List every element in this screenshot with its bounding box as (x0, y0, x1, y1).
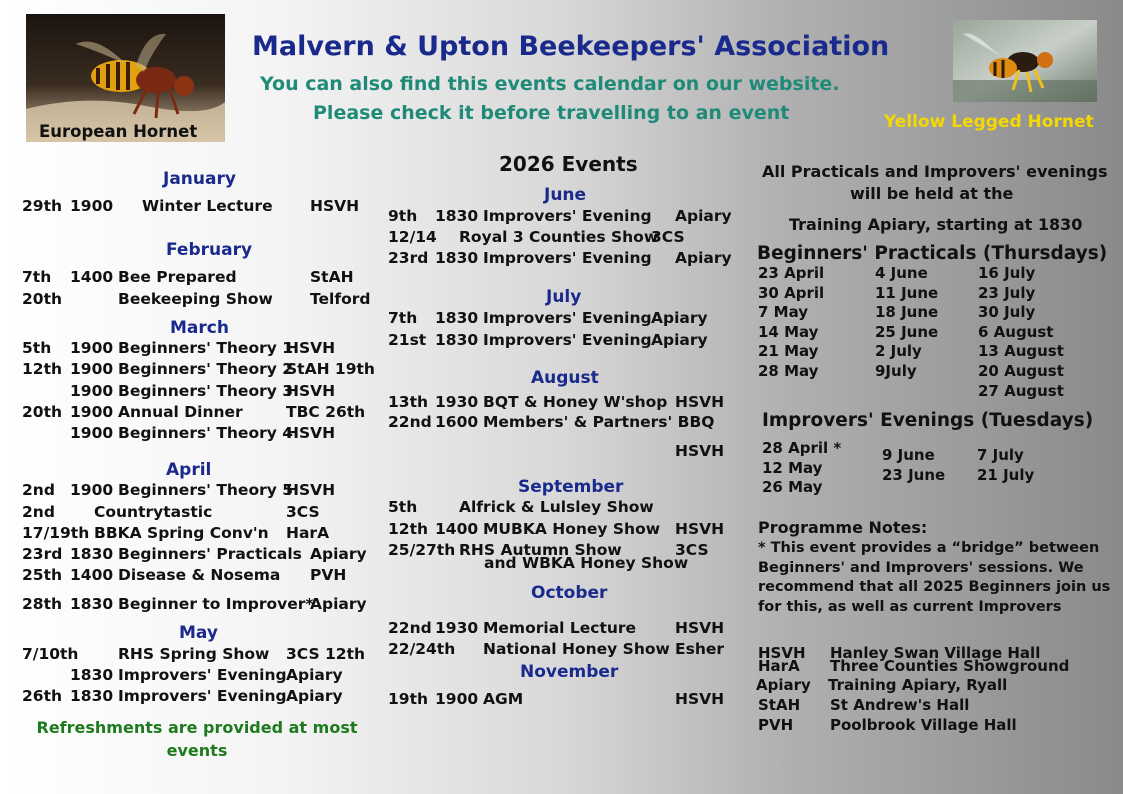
improvers-dates-col3: 7 July 21 July (977, 446, 1035, 484)
event-venue: HSVH (675, 442, 725, 460)
venue-row: Apiary Training Apiary, Ryall (756, 676, 1008, 694)
month-january: January (163, 169, 236, 189)
practicals-intro-line1: All Practicals and Improvers' evenings (762, 162, 1108, 181)
month-november: November (520, 662, 619, 682)
refreshments-note-line2: events (166, 741, 228, 760)
venue-row: StAH St Andrew's Hall (758, 696, 970, 714)
month-march: March (170, 318, 229, 338)
practicals-intro-line3: Training Apiary, starting at 1830 (789, 215, 1083, 234)
month-july: July (546, 287, 582, 307)
beginners-dates-col2: 4 June 11 June 18 June 25 June 2 July 9July (875, 264, 939, 380)
venue-row: HSVH Hanley Swan Village Hall (758, 644, 1041, 662)
improvers-dates-col2: 9 June 23 June (882, 446, 946, 484)
page-title: Malvern & Upton Beekeepers' Association (252, 31, 890, 62)
beginners-dates-col1: 23 April 30 April 7 May 14 May 21 May 28 May (758, 264, 825, 380)
yellow-legged-hornet-icon (953, 20, 1097, 102)
event-note: and WBKA Honey Show (484, 554, 689, 572)
european-hornet-caption: European Hornet (39, 122, 198, 141)
beginners-practicals-title: Beginners' Practicals (Thursdays) (757, 243, 1108, 264)
venue-row: HarA Three Counties Showground (758, 657, 1070, 675)
beginners-dates-col3: 16 July 23 July 30 July 6 August 13 August 20 August 27 August (978, 264, 1064, 400)
programme-notes-body: * This event provides a “bridge” between Beginners' and Improvers' sessions. We recommend that all 2025 Beginners join us for this, as well as current Improvers (758, 540, 1111, 615)
events-title: 2026 Events (499, 152, 638, 176)
month-february: February (166, 240, 253, 260)
practicals-intro-line2: will be held at the (850, 184, 1014, 203)
month-may: May (179, 623, 218, 643)
subtitle-check: Please check it before travelling to an event (313, 102, 790, 124)
month-june: June (544, 185, 587, 205)
improvers-dates-col1: 28 April * 12 May 26 May (762, 439, 842, 497)
subtitle-website: You can also find this events calendar on our website. (260, 73, 840, 95)
improvers-evenings-title: Improvers' Evenings (Tuesdays) (762, 410, 1094, 431)
month-october: October (531, 583, 608, 603)
yellow-legged-hornet-caption: Yellow Legged Hornet (884, 112, 1094, 132)
month-april: April (166, 460, 212, 480)
month-august: August (531, 368, 599, 388)
venue-row: PVH Poolbrook Village Hall (758, 716, 1017, 734)
programme-notes-title: Programme Notes: (758, 518, 928, 537)
refreshments-note-line1: Refreshments are provided at most (36, 718, 358, 737)
yellow-legged-hornet-photo (953, 20, 1097, 102)
month-september: September (518, 477, 624, 497)
